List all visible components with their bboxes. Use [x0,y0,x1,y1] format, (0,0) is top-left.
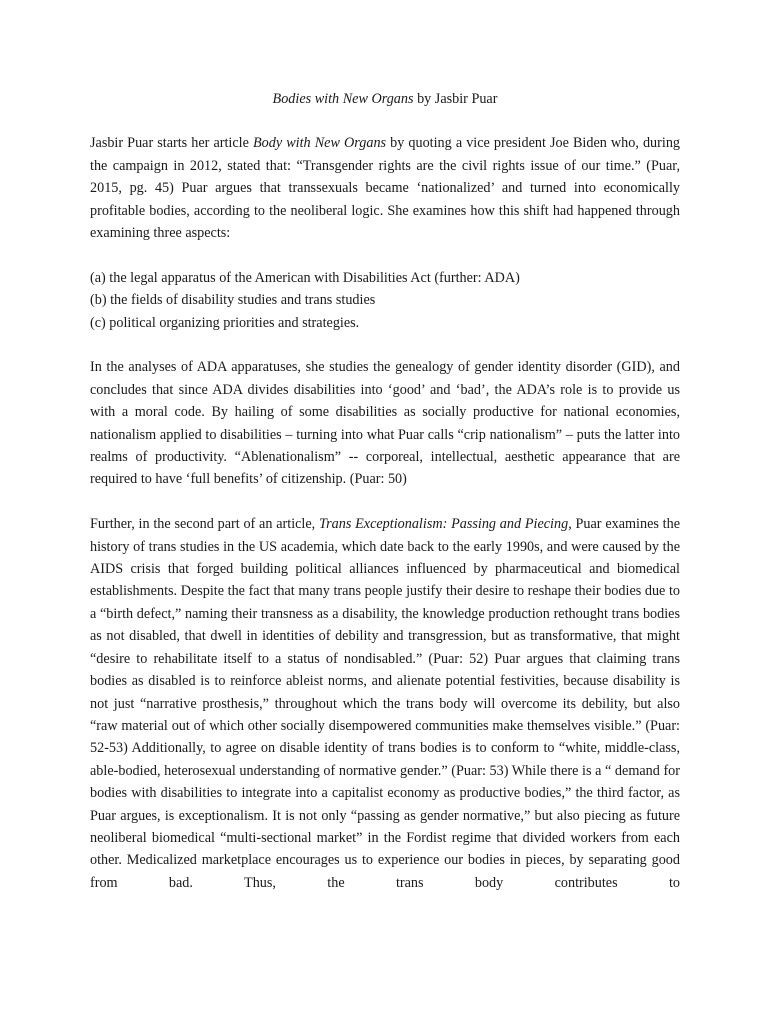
title-italic: Bodies with New Organs [272,91,414,107]
document-title [90,88,680,110]
document-page [90,88,680,917]
ada-paragraph: In the analyses of ADA apparatuses, she studies the genealogy of gender identity disorder (GID), and concludes that since ADA divides disabilities into ‘good’ and ‘bad’, the ADA’s role is to provide us with a moral code. By hailing of some disabilities as socially productive for national economies, nationalism applied to disabilities – turning into what Puar calls “crip nationalism” – puts the latter into realms of productivity. “Ablenationalism” -- corporeal, intellectual, aesthetic appearance that are required to have ‘full benefits’ of citizenship. (Puar: 50) [90,359,680,488]
aspects-list [90,267,680,334]
aspect-item-c: (c) political organizing priorities and strategies. [90,314,360,331]
aspect-item-b: (b) the fields of disability studies and trans studies [90,292,376,309]
second-part-text-2: Puar examines the history of trans studies in the US academia, which date back to the early 1990s, and were caused by the AIDS crisis that forged building political alliances influenced by pharmaceutical and biomedical establishments. Despite the fact that many trans people justify their desire to reshape their bodies due to a “birth defect,” naming their transness as a disability, the knowledge production rethought trans bodies as not disabled, that dwell in identities of debility and transgression, but as transformative, that might “desire to rehabilitate itself to a status of nondisabled.” (Puar: 52) Puar argues that claiming trans bodies as disabled is to reinforce ableist norms, and alienate potential festivities, because disability is not just “narrative prosthesis,” throughout which the trans body will overcome its debility, but also “raw material out of which other socially disempowered communities make themselves visible.” (Puar: 52-53) Additionally, to agree on disable identity of trans bodies is to conform to “white, middle-class, able-bodied, heterosexual understanding of normative gender.” (Puar: 53) While there is a “ demand for bodies with disabilities to integrate into a capitalist economy as productive bodies,” the third factor, as Puar argues, is exceptionalism. It is not only “passing as gender normative,” but also piecing as future neoliberal biomedical “multi-sectional market” in the Fordist regime that divided workers from each other. Medicalized marketplace encourages us to experience our bodies in pieces, by separating good from bad. Thus, the trans body contributes to [90,516,681,891]
intro-text-1: Jasbir Puar starts her article [90,135,253,152]
intro-paragraph [90,132,680,244]
aspect-item-a: (a) the legal apparatus of the American with Disabilities Act (further: ADA) [90,269,520,286]
intro-article-title: Body with New Organs [252,135,387,152]
second-part-text-1: Further, in the second part of an article, [90,516,319,533]
title-author: by Jasbir Puar [413,91,498,107]
second-part-paragraph [90,513,680,894]
second-part-article-title: Trans Exceptionalism: Passing and Piecing, [319,516,572,533]
intro-text-2: by quoting a vice president Joe Biden who, during the campaign in 2012, stated that: “Transgender rights are the civil rights issue of our time.” (Puar, 2015, pg. 45) Puar argues that transsexuals became ‘nationalized’ and turned into economically profitable bodies, according to the neoliberal logic. She examines how this shift had happened through examining three aspects: [90,135,681,242]
